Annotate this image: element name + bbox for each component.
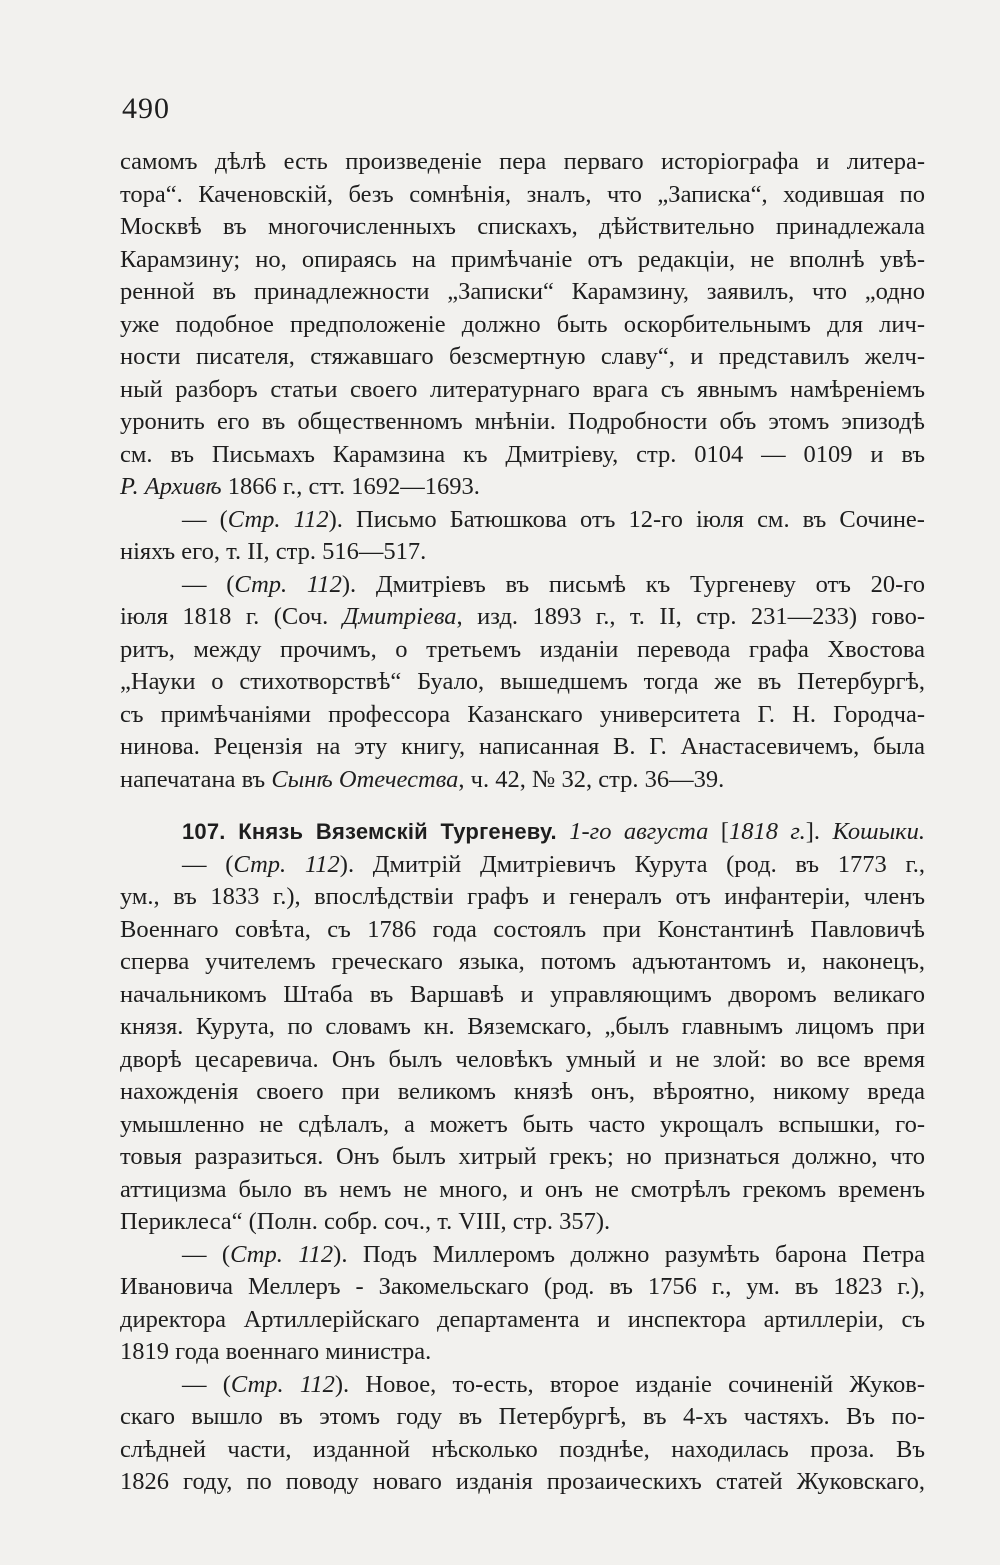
italic-span: 1818 г.: [728, 818, 806, 845]
text-span: дворѣ цесаревича. Онъ былъ человѣкъ умный и не злой: во все время: [120, 1045, 925, 1073]
text-span: — (: [182, 850, 234, 878]
italic-span: Р. Архивѣ: [120, 473, 222, 500]
text-span: — (: [182, 1240, 231, 1268]
text-line: [120, 146, 925, 179]
text-line: [120, 1076, 925, 1109]
text-span: 1866 г., стт. 1692—1693.: [221, 473, 480, 500]
text-span: скаго вышло въ этомъ году въ Петербургѣ, въ 4-хъ частяхъ. Въ по-: [120, 1403, 925, 1430]
text-line: [120, 764, 925, 797]
text-line: [120, 309, 925, 342]
text-span: съ примѣчанiями профессора Казанскаго университета Г. Н. Городча-: [120, 700, 925, 728]
italic-span: 1-го августа: [569, 818, 709, 845]
text-span: слѣдней части, изданной нѣсколько позднѣе, находилась проза. Въ: [120, 1435, 925, 1463]
text-line: [120, 179, 925, 212]
text-line: [120, 979, 925, 1012]
italic-span: Дмитрiева: [342, 603, 457, 630]
text-line: [120, 406, 925, 439]
italic-span: Стр. 112: [233, 850, 340, 878]
text-line: [120, 1206, 925, 1239]
text-line: [120, 1466, 925, 1499]
text-span: , изд. 1893 г., т. II, стр. 231—233) гово-: [456, 603, 925, 630]
text-span: „Науки о стихотворствѣ“ Буало, вышедшемъ тогда же въ Петербургѣ,: [120, 668, 925, 695]
text-line: [120, 946, 925, 979]
text-span: товыя разразиться. Онъ былъ хитрый грекъ; но признаться должно, что: [120, 1143, 925, 1170]
italic-span: Стр. 112: [230, 1370, 335, 1398]
text-line: [120, 341, 925, 374]
text-line: [120, 374, 925, 407]
text-span: 1819 года военнаго министра.: [120, 1338, 432, 1365]
text-span: ум., въ 1833 г.), впослѣдствiи графъ и генералъ отъ инфантерiи, членъ: [120, 883, 925, 910]
italic-span: Кошыки.: [832, 818, 925, 845]
text-line: [120, 816, 925, 849]
text-line: [120, 536, 925, 569]
text-line: [120, 666, 925, 699]
text-span: — (: [182, 570, 235, 598]
text-line: [120, 1434, 925, 1467]
text-span: директора Артиллерiйскаго департамента и инспектора артиллерiи, съ: [120, 1305, 925, 1333]
text-span: Карамзину; но, опираясь на примѣчанiе отъ редакцiи, не вполнѣ увѣ-: [120, 245, 925, 273]
text-line: [120, 731, 925, 764]
text-span: см. въ Письмахъ Карамзина къ Дмитрiеву, стр. 0104 — 0109 и въ: [120, 440, 925, 468]
text-span: нинова. Рецензiя на эту книгу, написанная В. Г. Анастасевичемъ, была: [120, 733, 925, 760]
text-span: , ч. 42, № 32, стр. 36—39.: [458, 765, 725, 793]
italic-span: Стр. 112: [227, 505, 329, 533]
italic-span: Сынѣ Отечества: [271, 765, 459, 793]
text-span: уже подобное предположенiе должно быть оскорбительнымъ для лич-: [120, 310, 925, 338]
text-span: ). Дмитрiй Дмитрiевичъ Курута (род. въ 1773 г.,: [339, 850, 925, 878]
text-span: Военнаго совѣта, съ 1786 года состоялъ при Константинѣ Павловичѣ: [120, 915, 925, 943]
text-span: аттицизма было въ немъ не много, и онъ не смотрѣлъ грекомъ временъ: [120, 1175, 925, 1203]
text-span: iюля 1818 г. (Соч.: [120, 603, 343, 630]
text-span: ности писателя, стяжавшаго безсмертную славу“, и представилъ желч-: [120, 343, 925, 370]
text-span: начальникомъ Штаба въ Варшавѣ и управляющимъ дворомъ великаго: [120, 980, 925, 1008]
text-span: ). Письмо Батюшкова отъ 12-го iюля см. въ Сочине-: [328, 505, 925, 533]
text-line: [120, 1109, 925, 1142]
text-line: [120, 1336, 925, 1369]
text-line: [120, 849, 925, 882]
text-span: 1826 году, по поводу новаго изданiя прозаическихъ статей Жуковскаго,: [120, 1468, 925, 1495]
text-line: [120, 1271, 925, 1304]
text-line: [120, 1174, 925, 1207]
text-span: ренной въ принадлежности „Записки“ Карамзину, заявилъ, что „одно: [120, 278, 925, 305]
text-line: [120, 504, 925, 537]
text-line: [120, 634, 925, 667]
text-span: — (: [182, 505, 228, 533]
text-span: ный разборъ статьи своего литературнаго врага съ явнымъ намѣренiемъ: [120, 375, 925, 403]
text-line: [120, 601, 925, 634]
text-line: [120, 1011, 925, 1044]
text-line: [120, 276, 925, 309]
text-span: уронить его въ общественномъ мнѣнiи. Подробности объ этомъ эпизодѣ: [120, 408, 925, 435]
body-text: [120, 146, 925, 1499]
text-line: [120, 1401, 925, 1434]
text-span: Москвѣ въ многочисленныхъ спискахъ, дѣйствительно принадлежала: [120, 213, 925, 240]
text-line: [120, 244, 925, 277]
text-span: Периклеса“ (Полн. собр. соч., т. VIII, стр. 357).: [120, 1208, 611, 1235]
text-line: [120, 699, 925, 732]
text-span: напечатана въ: [120, 765, 272, 793]
text-span: — (: [182, 1370, 231, 1398]
text-line: [120, 914, 925, 947]
text-line: [120, 569, 925, 602]
text-line: [120, 881, 925, 914]
text-line: [120, 1239, 925, 1272]
text-span: нiяхъ его, т. II, стр. 516—517.: [120, 538, 427, 565]
text-span: князя. Курута, по словамъ кн. Вяземскаго, „былъ главнымъ лицомъ при: [120, 1013, 925, 1040]
text-span: тора“. Каченовскiй, безъ сомнѣнiя, зналъ, что „Записка“, ходившая по: [120, 180, 925, 208]
text-span: Ивановича Меллеръ - Закомельскаго (род. въ 1756 г., ум. въ 1823 г.),: [120, 1273, 925, 1300]
text-span: ). Дмитрiевъ въ письмѣ къ Тургеневу отъ 20-го: [341, 570, 925, 598]
text-line: [120, 1141, 925, 1174]
text-span: [: [708, 818, 729, 845]
text-span: ритъ, между прочимъ, о третьемъ изданiи перевода графа Хвостова: [120, 635, 925, 663]
text-line: [120, 1369, 925, 1402]
italic-span: Стр. 112: [230, 1240, 334, 1268]
text-span: ). Подъ Миллеромъ должно разумѣть барона Петра: [333, 1240, 925, 1268]
text-span: самомъ дѣлѣ есть произведенiе пера перваго исторiографа и литера-: [120, 148, 925, 175]
text-line: [120, 211, 925, 244]
text-span: нахожденiя своего при великомъ князѣ онъ, вѣроятно, никому вреда: [120, 1078, 925, 1105]
text-span: [557, 818, 569, 845]
italic-span: Стр. 112: [234, 570, 342, 598]
page-number: 490: [122, 92, 170, 125]
letter-heading: 107. Князь Вяземскiй Тургеневу.: [182, 819, 557, 844]
text-line: [120, 1304, 925, 1337]
text-line: [120, 1044, 925, 1077]
text-span: ). Новое, то-есть, второе изданiе сочиненiй Жуков-: [334, 1370, 925, 1398]
text-span: сперва учителемъ греческаго языка, потомъ адъютантомъ и, наконецъ,: [120, 948, 925, 975]
text-span: умышленно не сдѣлалъ, а можетъ быть часто укрощалъ вспышки, го-: [120, 1110, 925, 1138]
text-span: ].: [805, 818, 833, 845]
text-line: [120, 439, 925, 472]
text-line: [120, 471, 925, 504]
